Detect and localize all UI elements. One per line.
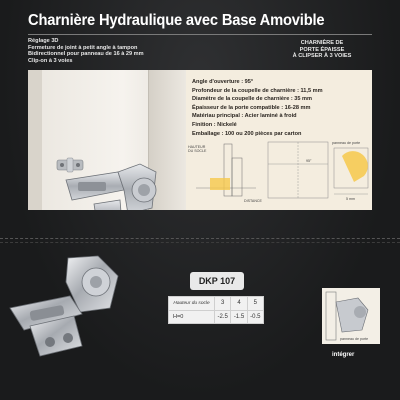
hinge-product-icon bbox=[0, 252, 150, 362]
spec-item: Profondeur de la coupelle de charnière : 11,5 mm bbox=[192, 87, 323, 94]
table-cell: -2.5 bbox=[215, 310, 231, 324]
spec-item: Angle d'ouverture : 95° bbox=[192, 79, 254, 85]
hinge-icon bbox=[58, 150, 168, 210]
spec-item: Diamètre de la coupelle de charnière : 35 mm bbox=[192, 96, 313, 103]
feature-item: Réglage 3D bbox=[28, 38, 59, 44]
page-title: Charnière Hydraulique avec Base Amovible bbox=[28, 12, 325, 29]
table-row-label: H=0 bbox=[169, 310, 215, 324]
drawing-label: panneau de porte bbox=[340, 337, 369, 341]
section-divider bbox=[0, 238, 400, 239]
side-note-line: CHARNIÈRE DE bbox=[300, 40, 344, 46]
drawing-label: 5 mm bbox=[346, 197, 355, 201]
title-divider bbox=[28, 34, 372, 35]
side-view-drawing bbox=[322, 288, 380, 344]
specs-panel bbox=[186, 70, 372, 210]
side-view-icon bbox=[322, 288, 380, 344]
side-note-line: PORTE ÉPAISSE bbox=[299, 46, 345, 53]
feature-item: Bidirectionnel pour panneau de 16 à 29 mm bbox=[28, 51, 144, 58]
spec-item: Matériau principal : Acier laminé à froid bbox=[192, 113, 297, 120]
side-note-line: À CLIPSER À 3 VOIES bbox=[292, 53, 352, 60]
caption-integrer: intégrer bbox=[332, 352, 355, 358]
table-header-cell: 3 bbox=[215, 297, 231, 311]
drawing-label: panneau de porte bbox=[332, 141, 361, 145]
table-cell: -1.5 bbox=[231, 310, 247, 324]
spec-item: Finition : Nickelé bbox=[192, 121, 237, 128]
table-row bbox=[169, 297, 264, 311]
table-header-cell: Hauteur du socle bbox=[169, 297, 215, 311]
table-cell: -0.5 bbox=[247, 310, 263, 324]
feature-item: Clip-on à 3 voies bbox=[28, 57, 73, 64]
model-badge: DKP 107 bbox=[190, 272, 244, 290]
spec-item: Emballage : 100 ou 200 pièces par carton bbox=[192, 130, 302, 137]
feature-list bbox=[28, 38, 228, 64]
side-note bbox=[282, 40, 362, 60]
spec-list bbox=[192, 78, 323, 138]
table-header-cell: 4 bbox=[231, 297, 247, 311]
table-row bbox=[169, 310, 264, 324]
installed-hinge-photo bbox=[28, 70, 186, 210]
spec-item: Épaisseur de la porte compatible : 16-28 mm bbox=[192, 104, 311, 111]
table-header-cell: 5 bbox=[247, 297, 263, 311]
drawing-label: DU SOCLE bbox=[188, 149, 207, 153]
drawing-label: DISTANCE bbox=[244, 199, 262, 203]
feature-item: Fermeture de joint à petit angle à tampon bbox=[28, 44, 138, 51]
cabinet-side bbox=[28, 70, 42, 210]
technical-drawing bbox=[186, 138, 372, 210]
section-divider bbox=[0, 242, 400, 243]
adjustment-table bbox=[168, 296, 264, 324]
drawing-label: 95° bbox=[306, 159, 312, 163]
drawing-label: HAUTEUR bbox=[188, 145, 206, 149]
